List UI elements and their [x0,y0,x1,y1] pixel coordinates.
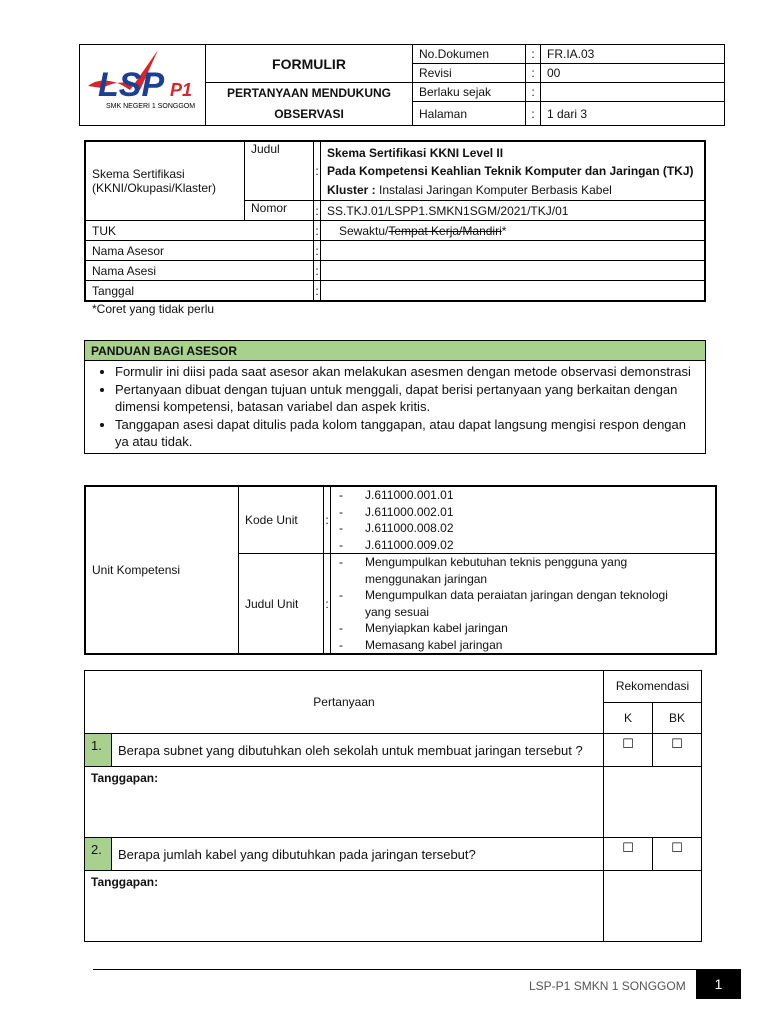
tanggal-value[interactable] [321,281,706,302]
tanggal-label: Tanggal [85,281,314,302]
kluster-value: Instalasi Jaringan Komputer Berbasis Kabel [375,182,612,197]
asesi-value[interactable] [321,261,706,281]
svg-text:LSP: LSP [98,65,165,104]
page-number: 1 [696,969,741,999]
kode-unit-item: - J.611000.009.02 [335,537,711,554]
meta-label: Berlaku sejak [413,83,526,102]
colon: : [324,554,331,655]
judul-unit-line: - Mengumpulkan kebutuhan teknis pengguna yang [365,555,628,569]
svg-text:SMK NEGERI 1 SONGGOM: SMK NEGERI 1 SONGGOM [106,102,196,110]
bk-checkbox[interactable]: ☐ [653,838,702,871]
meta-colon: : [526,64,541,83]
judul-unit-item [335,554,711,587]
panduan-item: • Tanggapan asesi dapat ditulis pada kolom tanggapan, atau dapat langsung mengisi respon dengan ya atau tidak. [115,416,697,451]
bk-header: BK [653,702,702,734]
tanggapan-rekomendasi [604,767,702,838]
skema-label [85,141,245,221]
judul-unit-line: - Memasang kabel jaringan [365,637,503,652]
asesor-value[interactable] [321,241,706,261]
judul-line: Skema Sertifikasi KKNI Level II [327,145,504,160]
kluster-line [327,181,698,200]
kode-unit-values [331,486,717,554]
unit-table [84,485,717,655]
meta-colon: : [526,83,541,102]
tuk-value [321,221,706,241]
meta-label: Halaman [413,102,526,126]
judul-unit-item [335,587,711,620]
asesor-label: Nama Asesor [85,241,314,261]
colon: : [314,221,321,241]
header-table [79,44,725,126]
panduan-list [91,363,697,451]
judul-unit-list [335,554,711,653]
footer-text: LSP-P1 SMKN 1 SONGGOM [529,979,686,993]
tanggapan-field[interactable]: Tanggapan: [85,871,604,942]
judul-value [321,141,706,201]
panduan-item: • Formulir ini diisi pada saat asesor akan melakukan asesmen dengan metode observasi demonstrasi [115,363,697,381]
lsp-logo [80,46,205,122]
kode-unit-item: - J.611000.008.02 [335,520,711,537]
meta-colon: : [526,45,541,64]
logo-cell [80,45,206,126]
tanggapan-field[interactable]: Tanggapan: [85,767,604,838]
tuk-star: * [501,223,507,238]
meta-value [541,83,725,102]
colon: : [314,241,321,261]
panduan-item: • Pertanyaan dibuat dengan tujuan untuk menggali, dapat berisi pertanyaan yang berkaitan dengan dimensi kompetensi, batasan variabel dan aspek kritis. [115,381,697,416]
skema-label-line: (KKNI/Okupasi/Klaster) [92,181,217,195]
colon: : [314,261,321,281]
pertanyaan-table [84,670,702,942]
tanggapan-rekomendasi [604,871,702,942]
colon: : [324,486,331,554]
meta-value: 00 [541,64,725,83]
panduan-table [84,340,706,454]
meta-label: No.Dokumen [413,45,526,64]
meta-colon: : [526,102,541,126]
meta-value: 1 dari 3 [541,102,725,126]
skema-label-line: Skema Sertifikasi [92,167,185,181]
judul-line: Pada Kompetensi Keahlian Teknik Komputer dan Jaringan (TKJ) [327,164,694,179]
k-header: K [604,702,653,734]
meta-value: FR.IA.03 [541,45,725,64]
kode-unit-item: - J.611000.002.01 [335,504,711,521]
footer-line [93,969,740,970]
svg-text:P1: P1 [170,79,193,100]
skema-table [84,140,706,302]
form-subtitle [206,83,413,126]
kluster-label: Kluster : [327,182,376,197]
nomor-label: Nomor [245,201,314,221]
pertanyaan-header: Pertanyaan [85,671,604,734]
judul-unit-values [331,554,717,655]
colon: : [314,201,321,221]
judul-unit-line: menggunakan jaringan [365,571,488,586]
judul-unit-line: - Menyiapkan kabel jaringan [365,621,508,635]
question-number: 1. [85,734,112,767]
panduan-title: PANDUAN BAGI ASESOR [85,341,706,361]
nomor-value: SS.TKJ.01/LSPP1.SMKN1SGM/2021/TKJ/01 [321,201,706,221]
formulir-title: FORMULIR [206,45,413,83]
judul-unit-item [335,620,711,637]
kode-unit-list [335,487,711,553]
question-number: 2. [85,838,112,871]
tuk-plain: Sewaktu/ [339,223,389,238]
judul-unit-line: yang sesuai [365,604,430,619]
colon: : [314,141,321,201]
k-checkbox[interactable]: ☐ [604,734,653,767]
judul-unit-item [335,637,711,654]
subtitle-line: PERTANYAAN MENDUKUNG [226,86,391,100]
subtitle-line: OBSERVASI [274,107,344,121]
judul-unit-line: - Mengumpulkan data peraiatan jaringan dengan teknologi [365,588,668,602]
tuk-label: TUK [85,221,314,241]
k-checkbox[interactable]: ☐ [604,838,653,871]
kode-unit-label: Kode Unit [239,486,324,554]
unit-label: Unit Kompetensi [85,486,239,654]
meta-label: Revisi [413,64,526,83]
asesi-label: Nama Asesi [85,261,314,281]
judul-label: Judul [245,141,314,201]
tuk-struck: Tempat Kerja/Mandiri [388,223,502,238]
bk-checkbox[interactable]: ☐ [653,734,702,767]
rekomendasi-header: Rekomendasi [604,671,702,703]
kode-unit-item: - J.611000.001.01 [335,487,711,504]
panduan-body [85,361,706,454]
question-text: Berapa subnet yang dibutuhkan oleh sekolah untuk membuat jaringan tersebut ? [112,734,604,767]
question-text: Berapa jumlah kabel yang dibutuhkan pada jaringan tersebut? [112,838,604,871]
colon: : [314,281,321,302]
judul-unit-label: Judul Unit [239,554,324,655]
coret-note: *Coret yang tidak perlu [92,302,215,316]
